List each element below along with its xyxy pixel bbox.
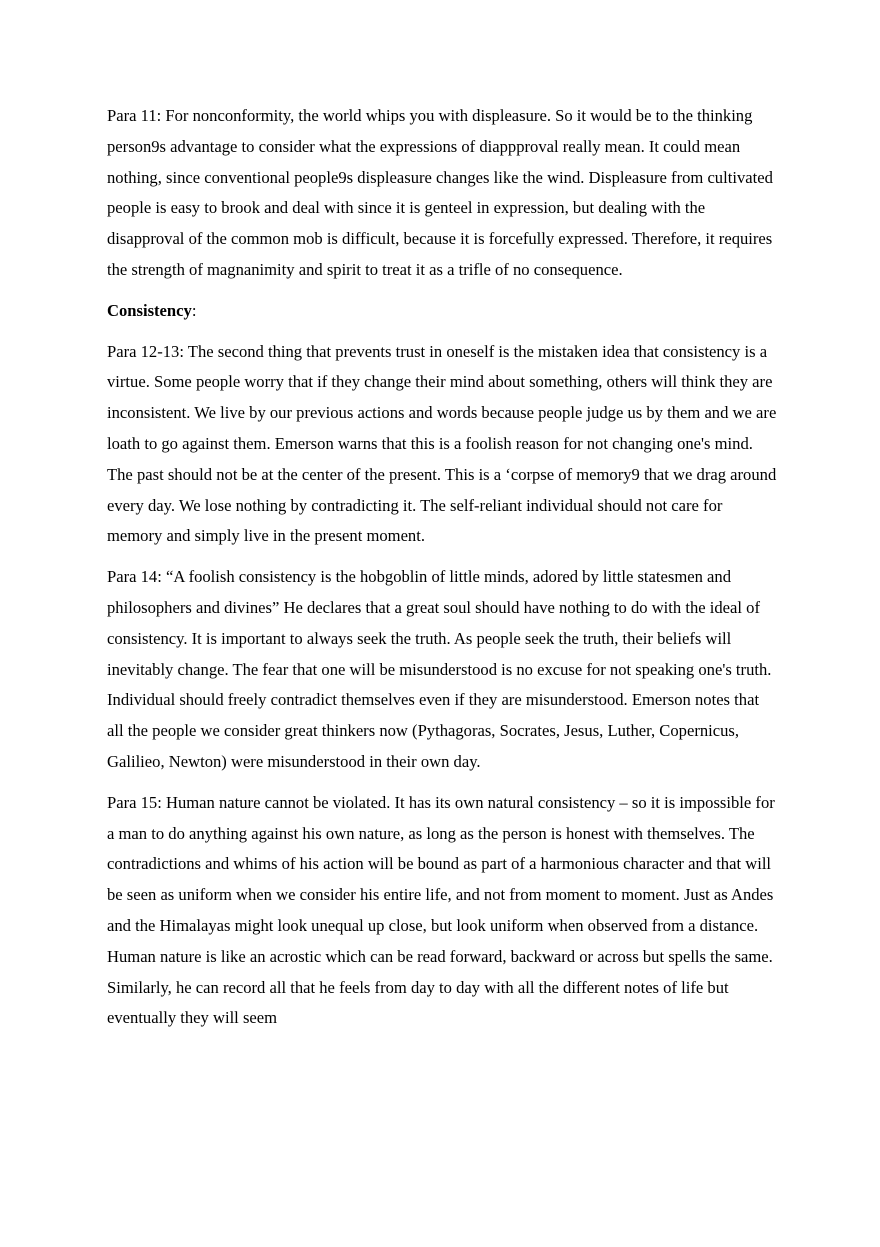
paragraph-para-11: Para 11: For nonconformity, the world whips you with displeasure. So it would be to the thinking person9s advantage to consider what the expressions of diappproval really mean. It could mean nothing, since conventional people9s displeasure changes like the wind. Displeasure from cultivated people is easy to brook and deal with since it is genteel in expression, but dealing with the disapproval of the common mob is difficult, because it is forcefully expressed. Therefore, it requires the strength of magnanimity and spirit to treat it as a trifle of no consequence. [107,106,773,279]
section-heading-colon: : [191,300,197,320]
section-heading-title: Consistency [107,300,192,320]
section-heading [107,296,777,327]
paragraph-para-12-13: Para 12-13: The second thing that prevents trust in oneself is the mistaken idea that consistency is a virtue. Some people worry that if they change their mind about something, others will think they are inconsistent. We live by our previous actions and words because people judge us by them and we are loath to go against them. Emerson warns that this is a foolish reason for not changing one's mind. The past should not be at the center of the present. This is a ‘corpse of memory9 that we drag around every day. We lose nothing by contradicting it. The self-reliant individual should not care for memory and simply live in the present moment. [107,341,777,546]
paragraph-para-15: Para 15: Human nature cannot be violated. It has its own natural consistency – so it is impossible for a man to do anything against his own nature, as long as the person is honest with themselves. The contradictions and whims of his action will be bound as part of a harmonious character and that will be seen as uniform when we consider his entire life, and not from moment to moment. Just as Andes and the Himalayas might look unequal up close, but look uniform when observed from a distance. Human nature is like an acrostic which can be read forward, backward or across but spells the same. Similarly, he can record all that he feels from day to day with all the different notes of life but eventually they will seem [107,792,775,1028]
paragraph-para-14: Para 14: “A foolish consistency is the hobgoblin of little minds, adored by little statesmen and philosophers and divines” He declares that a great soul should have nothing to do with the ideal of consistency. It is important to always seek the truth. As people seek the truth, their beliefs will inevitably change. The fear that one will be misunderstood is no excuse for not speaking one's truth. Individual should freely contradict themselves even if they are misunderstood. Emerson notes that all the people we consider great thinkers now (Pythagoras, Socrates, Jesus, Luther, Copernicus, Galilieo, Newton) were misunderstood in their own day. [107,567,772,771]
document-body [107,101,777,1044]
